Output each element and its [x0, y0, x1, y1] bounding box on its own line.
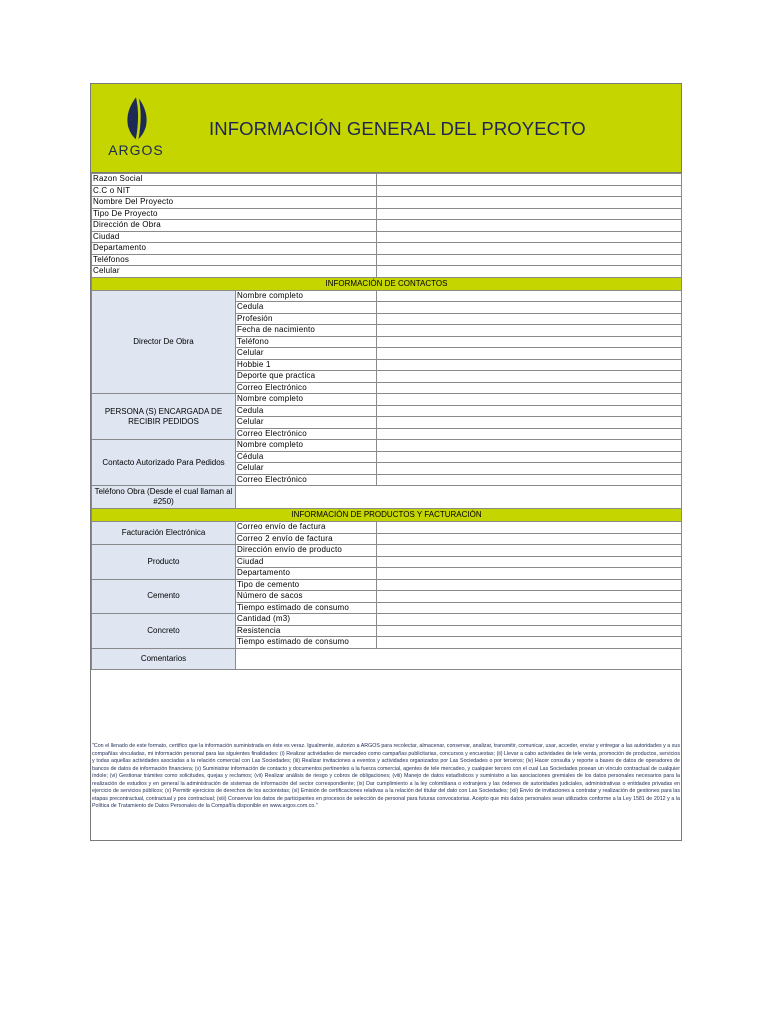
- field-input[interactable]: [377, 440, 682, 452]
- field-input[interactable]: [377, 556, 682, 568]
- field-input[interactable]: [377, 371, 682, 383]
- section-title: INFORMACIÓN DE PRODUCTOS Y FACTURACIÓN: [92, 509, 682, 522]
- field-input[interactable]: [377, 522, 682, 534]
- field-label: Ciudad: [236, 556, 377, 568]
- page-title: INFORMACIÓN GENERAL DEL PROYECTO: [209, 118, 586, 139]
- table-row: [92, 197, 682, 209]
- field-input[interactable]: [377, 394, 682, 406]
- field-input[interactable]: [377, 197, 682, 209]
- field-label: Cedula: [236, 302, 377, 314]
- form-sheet: [90, 83, 682, 841]
- field-label: Teléfonos: [92, 254, 377, 266]
- section-title: INFORMACIÓN DE CONTACTOS: [92, 277, 682, 290]
- field-input[interactable]: [377, 290, 682, 302]
- field-input[interactable]: [377, 266, 682, 278]
- group-label: Cemento: [92, 579, 236, 614]
- form-header: [91, 84, 681, 173]
- table-row: [92, 486, 682, 509]
- table-row: [92, 614, 682, 626]
- table-row: [92, 579, 682, 591]
- group-label: Director De Obra: [92, 290, 236, 394]
- field-label: Tipo de cemento: [236, 579, 377, 591]
- field-input[interactable]: [377, 336, 682, 348]
- field-label: Departamento: [92, 243, 377, 255]
- table-row: [92, 243, 682, 255]
- field-input[interactable]: [377, 474, 682, 486]
- field-label: Nombre Del Proyecto: [92, 197, 377, 209]
- field-label: Nombre completo: [236, 290, 377, 302]
- field-input[interactable]: [377, 451, 682, 463]
- field-label: Razon Social: [92, 174, 377, 186]
- phone-label: Teléfono Obra (Desde el cual llaman al #250): [92, 486, 236, 509]
- table-row: [92, 266, 682, 278]
- group-label: Producto: [92, 545, 236, 580]
- field-label: Correo Electrónico: [236, 428, 377, 440]
- field-label: Tiempo estimado de consumo: [236, 602, 377, 614]
- field-input[interactable]: [377, 463, 682, 475]
- field-input[interactable]: [377, 568, 682, 580]
- field-input[interactable]: [377, 591, 682, 603]
- table-row: [92, 290, 682, 302]
- field-label: Dirección de Obra: [92, 220, 377, 232]
- field-label: Correo Electrónico: [236, 474, 377, 486]
- table-row: [92, 174, 682, 186]
- group-label: Concreto: [92, 614, 236, 649]
- field-input[interactable]: [377, 348, 682, 360]
- field-label: Hobbie 1: [236, 359, 377, 371]
- table-row: [92, 231, 682, 243]
- field-input[interactable]: [377, 614, 682, 626]
- group-label: PERSONA (S) ENCARGADA DE RECIBIR PEDIDOS: [92, 394, 236, 440]
- field-label: Celular: [236, 417, 377, 429]
- field-input[interactable]: [377, 382, 682, 394]
- section-header: [92, 509, 682, 522]
- disclaimer-text: "Con el llenado de este formato, certifico que la información suministrada en éste es veraz. Igualmente, autorizo a ARGOS para recolectar, almacenar, conservar, analizar, transmitir, comunicar, usar, acceder, enviar y entregar a las autoridades y a sus compañías vinculadas, mi información personal para las siguientes finalidades: (i) Realizar actividades de mercadeo como campañas publicitarias, concursos y encuestas; (ii) Llevar a cabo actividades de tele venta, promoción de productos, servicios y todas aquellas actividades asociadas a la relación comercial con Las Sociedades; (iii) Realizar invitaciones a eventos y actividades organizados por Las Sociedades o por terceros; (iv) Hacer consulta y reporte a bases de datos de operadores de bancos de datos de información financiera; (v) Suministrar información de contacto y documentos pertinentes a la fuerza comercial, agentes de tele mercadeo, y cualquier tercero con el cual Las Sociedades posean un vínculo contractual de cualquier índole; (vi) Gestionar trámites como solicitudes, quejas y reclamos; (vii) Realizar análisis de riesgo y cobros de obligaciones; (viii) Manejo de datos estadísticos y suministro a las asociaciones gremiales de los datos personales necesarios para la realización de estudios y en general la administración de sistemas de información del sector correspondiente; (ix) Dar cumplimiento a la ley colombiana o extranjera y las órdenes de autoridades judiciales, administrativas o entidades privadas en ejercicio de servicios públicos; (x) Permitir ejercicios de derechos de los accionistas; (xi) Emisión de certificaciones relativas a la relación del titular del dato con Las Sociedades; (xii) Envío de invitaciones a contratar y realización de gestiones para las etapas precontractual, contractual y pos contractual; (xiii) Conservar los datos de participantes en procesos de selección de personal para futuras convocatorias. Acepto que mis datos personales sean utilizados conforme a la Ley 1581 de 2012 y a la Política de Tratamiento de Datos Personales de la Compañía disponible en www.argos.com.co.": [92, 743, 680, 809]
- table-row: [92, 440, 682, 452]
- field-input[interactable]: [377, 579, 682, 591]
- form-table: [91, 173, 682, 670]
- field-input[interactable]: [377, 313, 682, 325]
- field-label: Cédula: [236, 451, 377, 463]
- field-input[interactable]: [377, 220, 682, 232]
- field-label: Deporte que practica: [236, 371, 377, 383]
- table-row: [92, 254, 682, 266]
- field-label: Número de sacos: [236, 591, 377, 603]
- field-label: C.C o NIT: [92, 185, 377, 197]
- field-input[interactable]: [377, 185, 682, 197]
- phone-input[interactable]: [236, 486, 682, 509]
- field-label: Tiempo estimado de consumo: [236, 637, 377, 649]
- field-input[interactable]: [377, 602, 682, 614]
- table-row: [92, 394, 682, 406]
- field-label: Celular: [236, 348, 377, 360]
- field-input[interactable]: [377, 208, 682, 220]
- field-input[interactable]: [377, 533, 682, 545]
- table-row: [92, 220, 682, 232]
- field-input[interactable]: [377, 545, 682, 557]
- comments-label: Comentarios: [92, 648, 236, 669]
- section-header: [92, 277, 682, 290]
- field-label: Celular: [236, 463, 377, 475]
- field-label: Correo envío de factura: [236, 522, 377, 534]
- field-label: Fecha de nacimiento: [236, 325, 377, 337]
- field-input[interactable]: [377, 417, 682, 429]
- field-input[interactable]: [377, 302, 682, 314]
- field-label: Celular: [92, 266, 377, 278]
- table-row: [92, 648, 682, 669]
- argos-logo-icon: [115, 94, 159, 142]
- field-label: Correo 2 envío de factura: [236, 533, 377, 545]
- field-label: Nombre completo: [236, 394, 377, 406]
- field-label: Teléfono: [236, 336, 377, 348]
- table-row: [92, 208, 682, 220]
- field-label: Profesión: [236, 313, 377, 325]
- field-input[interactable]: [377, 359, 682, 371]
- field-input[interactable]: [377, 637, 682, 649]
- field-label: Departamento: [236, 568, 377, 580]
- field-input[interactable]: [377, 405, 682, 417]
- table-row: [92, 185, 682, 197]
- field-input[interactable]: [377, 254, 682, 266]
- field-label: Cantidad (m3): [236, 614, 377, 626]
- field-label: Dirección envío de producto: [236, 545, 377, 557]
- table-row: [92, 522, 682, 534]
- field-label: Ciudad: [92, 231, 377, 243]
- table-row: [92, 545, 682, 557]
- field-input[interactable]: [377, 174, 682, 186]
- group-label: Facturación Electrónica: [92, 522, 236, 545]
- field-input[interactable]: [377, 243, 682, 255]
- field-label: Cedula: [236, 405, 377, 417]
- field-input[interactable]: [377, 231, 682, 243]
- field-label: Nombre completo: [236, 440, 377, 452]
- comments-input[interactable]: [236, 648, 682, 669]
- field-label: Tipo De Proyecto: [92, 208, 377, 220]
- field-input[interactable]: [377, 428, 682, 440]
- field-input[interactable]: [377, 625, 682, 637]
- field-input[interactable]: [377, 325, 682, 337]
- field-label: Correo Electrónico: [236, 382, 377, 394]
- group-label: Contacto Autorizado Para Pedidos: [92, 440, 236, 486]
- field-label: Resistencia: [236, 625, 377, 637]
- logo-text: ARGOS: [108, 142, 164, 158]
